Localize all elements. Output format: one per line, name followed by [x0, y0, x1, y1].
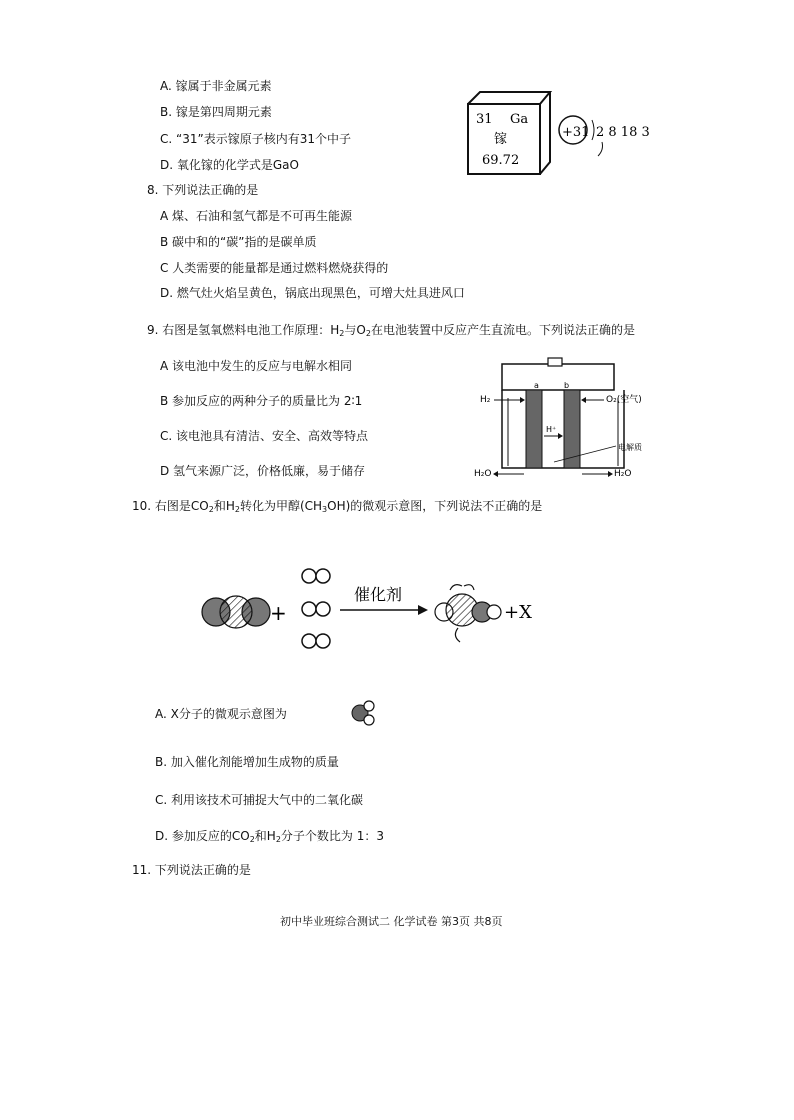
q8-stem: 8. 下列说法正确的是	[147, 183, 259, 197]
x-molecule-icon	[348, 698, 378, 728]
element-symbol: Ga	[510, 112, 529, 127]
fuel-cell-diagram	[474, 358, 644, 488]
electrolyte-label: 电解质	[618, 443, 642, 452]
atom-structure-diagram	[556, 112, 666, 162]
h2o-left-label: H₂O	[474, 469, 492, 479]
q10-option-c: C. 利用该技术可捕捉大气中的二氧化碳	[155, 793, 364, 807]
electron-shells: 2 8 18 3	[596, 125, 650, 140]
q10-stem-d: OH)的微观示意图，下列说法不正确的是	[327, 499, 543, 513]
h2-molecules	[302, 569, 330, 648]
q10-stem: 10. 右图是$CO_2$和$H_2$转化为甲醇$(CH_3OH)$的微观示意图，下列说法不正确的是	[132, 499, 543, 514]
q9-option-a: A 该电池中发生的反应与电解水相同	[160, 359, 353, 373]
o2-input-label: O₂(空气)	[606, 395, 642, 405]
q10-option-d-post: 分子个数比为 1：3	[280, 829, 385, 843]
h2-input-label: H₂	[480, 395, 491, 405]
electrode-a-label: a	[534, 381, 539, 390]
q8-option-c: C 人类需要的能量都是通过燃料燃烧获得的	[160, 261, 389, 275]
page-footer: 初中毕业班综合测试二 化学试卷 第3页 共8页	[280, 915, 503, 928]
q11-stem: 11. 下列说法正确的是	[132, 863, 251, 877]
q10-stem-b: 和H	[213, 499, 235, 513]
q9-stem: 9. 右图是氢氧燃料电池工作原理：$H_2$与$O_2$在电池装置中反应产生直流电。下列说法正确的是	[147, 323, 635, 338]
nucleus-charge: +31	[562, 125, 590, 140]
co2-molecule	[202, 596, 270, 628]
q8-option-b: B 碳中和的“碳”指的是碳单质	[160, 235, 317, 249]
q7-option-b: B. 镓是第四周期元素	[160, 105, 272, 119]
q7-option-c: C. “31”表示镓原子核内有31个中子	[160, 132, 351, 146]
q9-stem-post: 在电池装置中反应产生直流电。下列说法正确的是	[370, 323, 635, 337]
electrode-b-label: b	[564, 381, 570, 390]
product-x-label: +X	[504, 602, 532, 623]
q9-stem-mid: 与O	[344, 323, 366, 337]
q7-option-d: D. 氧化镓的化学式是GaO	[160, 158, 299, 172]
plus-sign: +	[270, 601, 287, 625]
q10-option-d: D. 参加反应的$CO_2$和$H_2$分子个数比为 1：3	[155, 829, 385, 844]
catalyst-label: 催化剂	[354, 585, 403, 604]
h2o-right-label: H₂O	[614, 469, 632, 479]
q7-option-a: A. 镓属于非金属元素	[160, 79, 272, 93]
q10-option-d-mid: 和H	[254, 829, 276, 843]
element-card	[462, 88, 552, 178]
q10-stem-c: 转化为甲醇(CH	[239, 499, 323, 513]
q9-option-c: C. 该电池具有清洁、安全、高效等特点	[160, 429, 369, 443]
q10-option-d-pre: D. 参加反应的CO	[155, 829, 250, 843]
element-mass: 69.72	[482, 153, 520, 168]
proton-label: H⁺	[546, 425, 557, 434]
q9-stem-pre: 9. 右图是氢氧燃料电池工作原理：H	[147, 323, 340, 337]
q10-stem-a: 10. 右图是CO	[132, 499, 209, 513]
element-number: 31	[476, 112, 493, 127]
q10-option-b: B. 加入催化剂能增加生成物的质量	[155, 755, 339, 769]
q9-option-d: D 氢气来源广泛，价格低廉，易于储存	[160, 464, 366, 478]
reaction-micro-diagram	[196, 560, 556, 660]
q9-option-b: B 参加反应的两种分子的质量比为 2∶1	[160, 394, 363, 408]
methanol-molecule	[435, 585, 501, 642]
element-name: 镓	[494, 132, 508, 147]
q10-option-a: A. X分子的微观示意图为	[155, 707, 287, 721]
q8-option-a: A 煤、石油和氢气都是不可再生能源	[160, 209, 353, 223]
q8-option-d: D. 燃气灶火焰呈黄色，锅底出现黑色，可增大灶具进风口	[160, 286, 465, 300]
